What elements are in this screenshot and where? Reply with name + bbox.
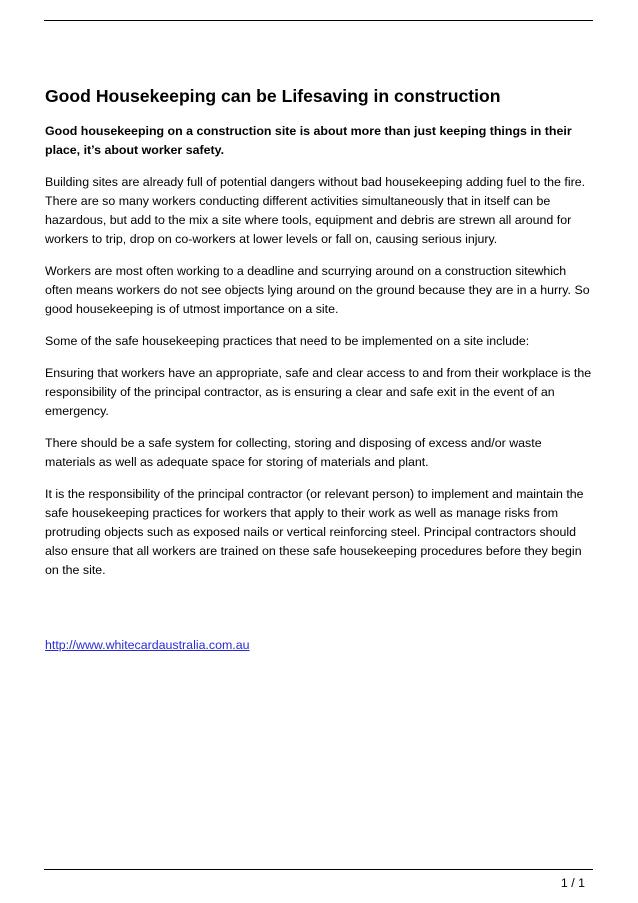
header-rule	[44, 20, 593, 21]
link-container	[45, 636, 250, 655]
document-title: Good Housekeeping can be Lifesaving in construction	[45, 86, 501, 106]
page-number: 1 / 1	[560, 876, 585, 890]
body-paragraph: There should be a safe system for collecting, storing and disposing of excess and/or waste materials as well as adequate space for storing of materials and plant.	[45, 436, 542, 469]
document-body	[45, 84, 595, 593]
body-paragraph: It is the responsibility of the principal contractor (or relevant person) to implement and maintain the safe housekeeping practices for workers that apply to their work as well as manage risks from protruding objects such as exposed nails or vertical reinforcing steel. Principal contractors should also ensure that all workers are trained on these safe housekeeping procedures before they begin on the site.	[45, 487, 584, 577]
body-paragraph: Some of the safe housekeeping practices that need to be implemented on a site include:	[45, 334, 530, 348]
body-paragraph: Ensuring that workers have an appropriate, safe and clear access to and from their workplace is the responsibility of the principal contractor, as is ensuring a clear and safe exit in the event of an emergency.	[45, 366, 592, 418]
body-paragraph: Building sites are already full of potential dangers without bad housekeeping adding fuel to the fire. There are so many workers conducting different activities simultaneously that in itself can be hazardous, but add to the mix a site where tools, equipment and debris are strewn all around for workers to trip, drop on co-workers at lower levels or fall on, causing serious injury.	[45, 175, 586, 246]
body-paragraph: Workers are most often working to a deadline and scurrying around on a construction sitewhich often means workers do not see objects lying around on the ground because they are in a hurry. So good housekeeping is of utmost importance on a site.	[45, 264, 590, 316]
website-link[interactable]: http://www.whitecardaustralia.com.au	[45, 638, 250, 652]
lead-paragraph: Good housekeeping on a construction site is about more than just keeping things in their place, it’s about worker safety.	[45, 124, 572, 157]
footer-rule	[44, 869, 593, 870]
